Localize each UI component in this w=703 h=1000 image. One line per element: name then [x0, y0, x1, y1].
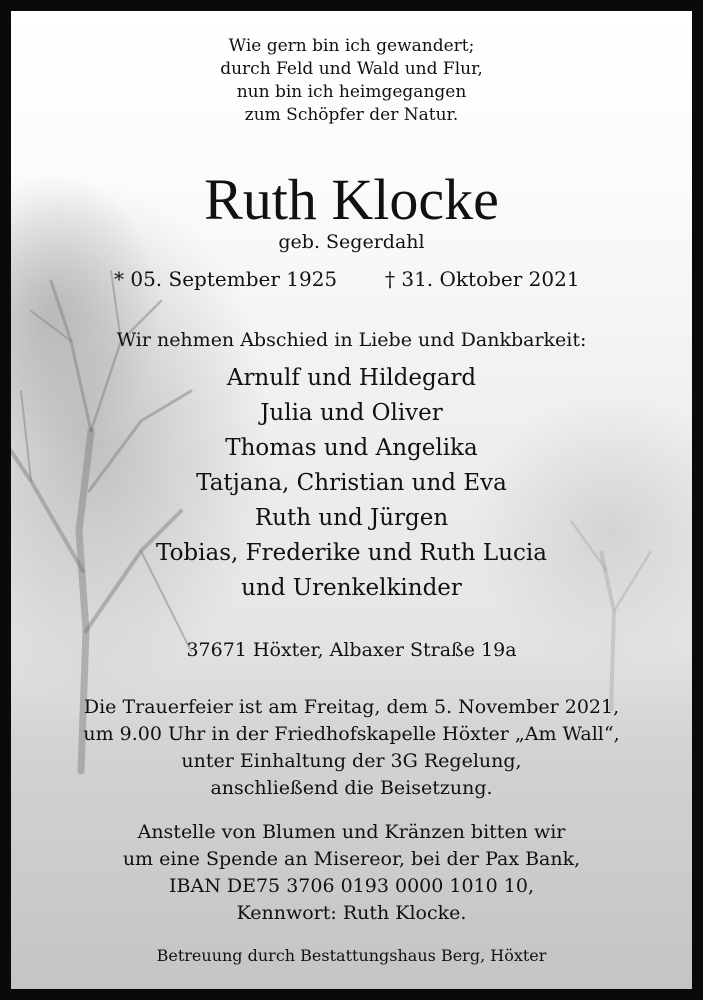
donation-line-3: IBAN DE75 3706 0193 0000 1010 10,	[169, 875, 534, 897]
poem-line-3: nun bin ich heimgegangen	[236, 82, 467, 102]
undertaker-note: Betreuung durch Bestattungshaus Berg, Höxter	[156, 946, 547, 965]
mourner-2: Julia und Oliver	[260, 400, 443, 426]
farewell-intro: Wir nehmen Abschied in Liebe und Dankbarkeit:	[116, 329, 587, 351]
obituary-content	[11, 11, 692, 989]
mourner-4: Tatjana, Christian und Eva	[196, 470, 507, 496]
mourner-5: Ruth und Jürgen	[254, 505, 449, 531]
poem-line-1: Wie gern bin ich gewandert;	[228, 36, 475, 56]
ceremony-line-1: Die Trauerfeier ist am Freitag, dem 5. November 2021,	[83, 696, 620, 718]
mourner-6: Tobias, Frederike und Ruth Lucia	[156, 540, 547, 566]
ceremony-line-2: um 9.00 Uhr in der Friedhofskapelle Höxter „Am Wall“,	[83, 723, 620, 745]
donation-line-2: um eine Spende an Misereor, bei der Pax Bank,	[122, 848, 581, 870]
donation-line-1: Anstelle von Blumen und Kränzen bitten wir	[137, 821, 566, 843]
mourner-7: und Urenkelkinder	[241, 575, 462, 601]
birth-date: * 05. September 1925	[114, 267, 338, 291]
address: 37671 Höxter, Albaxer Straße 19a	[186, 639, 517, 661]
maiden-name: geb. Segerdahl	[278, 231, 425, 253]
mourner-1: Arnulf und Hildegard	[226, 365, 477, 391]
donation-line-4: Kennwort: Ruth Klocke.	[236, 902, 467, 924]
death-date: † 31. Oktober 2021	[385, 267, 580, 291]
poem-line-2: durch Feld und Wald und Flur,	[220, 59, 483, 79]
mourner-3: Thomas und Angelika	[225, 435, 478, 461]
poem-line-4: zum Schöpfer der Natur.	[244, 105, 459, 125]
ceremony-line-4: anschließend die Beisetzung.	[210, 777, 493, 799]
deceased-name: Ruth Klocke	[204, 167, 499, 232]
ceremony-line-3: unter Einhaltung der 3G Regelung,	[181, 750, 522, 772]
